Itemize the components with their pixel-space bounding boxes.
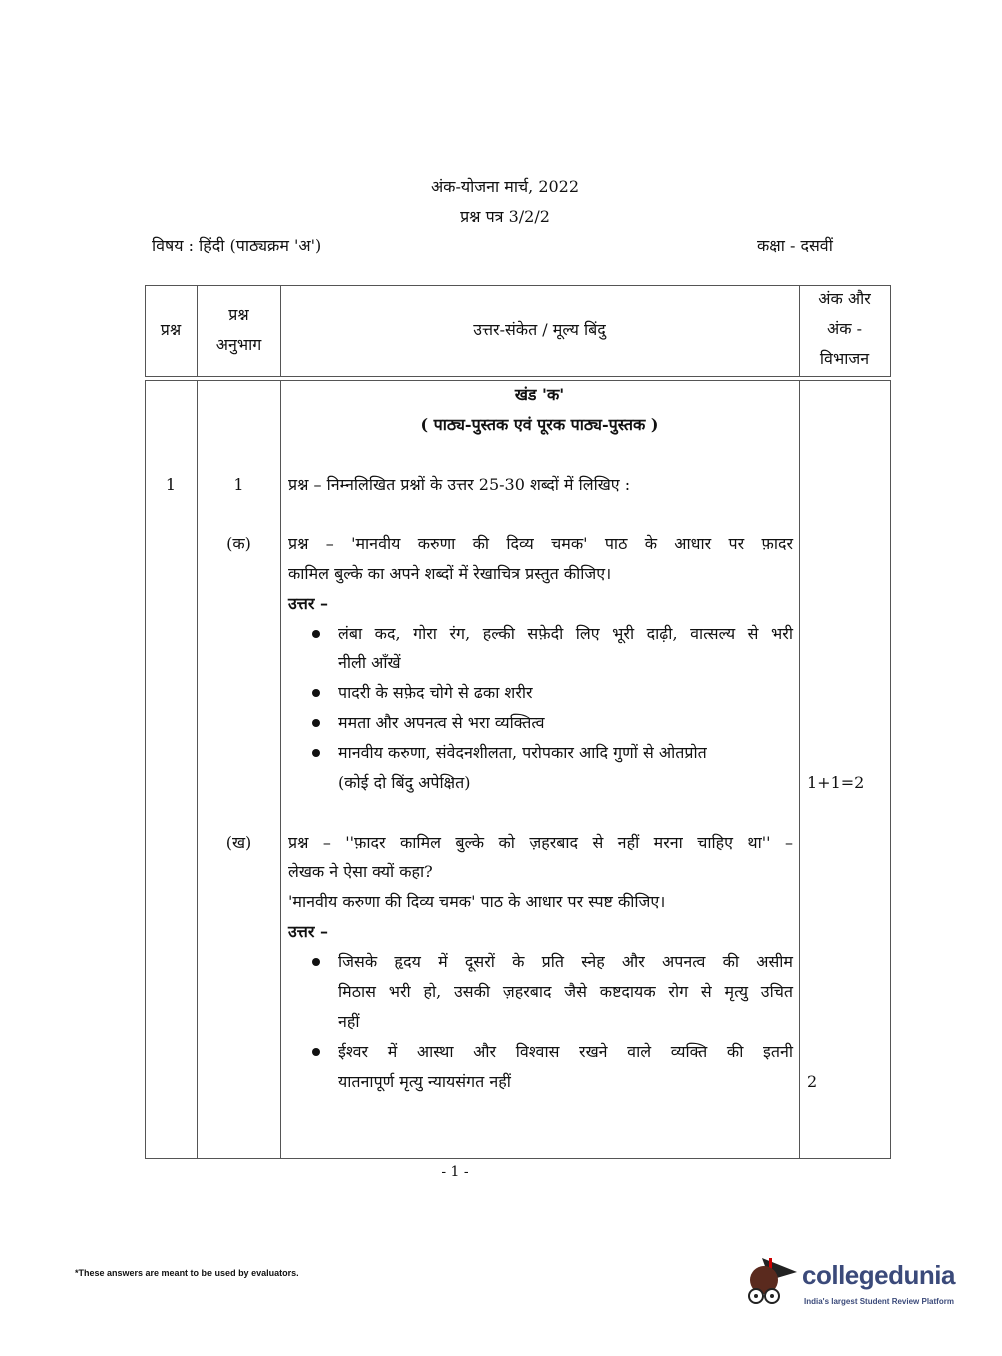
answer-label: उत्तर – [288,594,328,613]
question-instruction: प्रश्न – निम्नलिखित प्रश्नों के उत्तर 25-30 शब्दों में लिखिए : [288,475,631,494]
bullet-icon [312,719,320,727]
logo-tagline: India's largest Student Review Platform [804,1297,954,1306]
answer-point: मानवीय करुणा, संवेदनशीलता, परोपकार आदि गुणों से ओतप्रोत [338,743,707,762]
header-question: प्रश्न [160,320,182,339]
answer-label: उत्तर – [288,922,328,941]
question-number: 1 [165,475,177,494]
question-text: प्रश्न – ''फ़ादर कामिल बुल्के को ज़हरबाद से नहीं मरना चाहिए था'' – [288,833,793,852]
collegedunia-logo [742,1250,972,1320]
section-subtitle: ( पाठ्य-पुस्तक एवं पूरक पाठ्य-पुस्तक ) [420,415,659,434]
answer-point: (कोई दो बिंदु अपेक्षित) [338,773,471,792]
bullet-icon [312,958,320,966]
paper-code: प्रश्न पत्र 3/2/2 [460,207,550,226]
subject-label: विषय : हिंदी (पाठ्यक्रम 'अ') [152,236,322,255]
header-part: अनुभाग [215,335,262,354]
answer-point: नीली आँखें [338,653,401,672]
evaluator-note: *These answers are meant to be used by evaluators. [75,1268,299,1278]
marks-value: 1+1=2 [807,773,865,792]
document-title: अंक-योजना मार्च, 2022 [430,177,580,196]
answer-point: लंबा कद, गोरा रंग, हल्की सफ़ेदी लिए भूरी दाढ़ी, वात्सल्य से भरी [338,624,793,643]
question-part: 1 [233,475,244,494]
header-answer: उत्तर-संकेत / मूल्य बिंदु [473,320,606,339]
class-label: कक्षा - दसवीं [757,236,833,255]
answer-point: जिसके हृदय में दूसरों के प्रति स्नेह और अपनत्व की असीम [338,952,793,971]
bullet-icon [312,749,320,757]
section-title: खंड 'क' [514,385,565,404]
question-text: प्रश्न – 'मानवीय करुणा की दिव्य चमक' पाठ के आधार पर फ़ादर [288,534,793,553]
answer-point: ईश्वर में आस्था और विश्वास रखने वाले व्यक्ति की इतनी [338,1042,793,1061]
question-text: 'मानवीय करुणा की दिव्य चमक' पाठ के आधार पर स्पष्ट कीजिए। [288,892,666,911]
item-label: (क) [226,534,251,553]
divider [280,380,281,1159]
answer-point: नहीं [338,1012,360,1031]
bullet-icon [312,689,320,697]
page-number: - 1 - [441,1164,469,1180]
bullet-icon [312,630,320,638]
question-text: कामिल बुल्के का अपने शब्दों में रेखाचित्र प्रस्तुत कीजिए। [288,564,612,583]
header-marks: अंक और [818,289,871,308]
answer-point: यातनापूर्ण मृत्यु न्यायसंगत नहीं [338,1072,511,1091]
answer-point: ममता और अपनत्व से भरा व्यक्तित्व [338,713,545,732]
header-part: प्रश्न [228,305,249,324]
divider [799,380,800,1159]
item-label: (ख) [225,833,252,852]
logo-text: collegedunia [802,1260,955,1290]
marks-value: 2 [807,1072,818,1091]
answer-point: मिठास भरी हो, उसकी ज़हरबाद जैसे कष्टदायक रोग से मृत्यु उचित [338,982,793,1001]
mascot-icon [742,1250,802,1320]
bullet-icon [312,1048,320,1056]
question-text: लेखक ने ऐसा क्यों कहा? [288,862,433,881]
header-marks: विभाजन [819,349,870,368]
header-marks: अंक - [826,319,862,338]
answer-point: पादरी के सफ़ेद चोगे से ढका शरीर [338,683,533,702]
